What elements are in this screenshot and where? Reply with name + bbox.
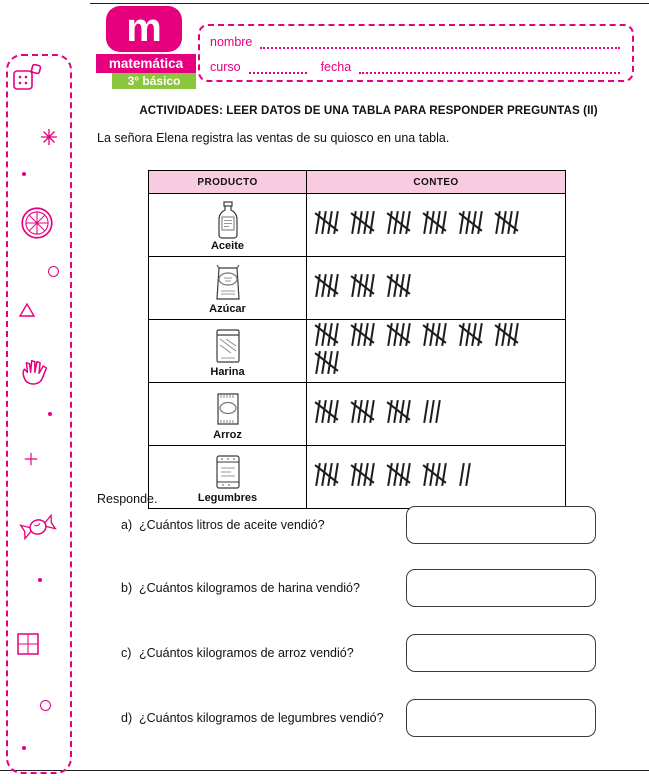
question-letter: a) (121, 518, 133, 532)
ring-doodle (48, 266, 59, 277)
respond-label: Responde. (97, 492, 158, 506)
tally-marks-harina (317, 323, 564, 379)
tally-cell (307, 446, 566, 509)
triangle-doodle-icon (18, 302, 36, 318)
logo-m-letter: m (106, 6, 182, 52)
answer-box-b[interactable] (406, 569, 596, 607)
page-top-border (90, 3, 649, 4)
tally-cell (307, 383, 566, 446)
question-row-a (95, 505, 641, 545)
dot-doodle (22, 746, 26, 750)
sparkle-doodle-icon (40, 128, 58, 146)
decorative-side-strip (6, 54, 72, 774)
answer-box-a[interactable] (406, 506, 596, 544)
product-cell (149, 257, 307, 320)
sparkle-doodle-icon (24, 452, 38, 466)
question-letter: c) (121, 646, 132, 660)
column-header-producto: PRODUCTO (149, 171, 307, 194)
question-row-b (95, 568, 641, 608)
product-label: Legumbres (197, 491, 258, 504)
aceite-product-image (151, 199, 304, 239)
brand-grade: 3° básico (112, 73, 196, 89)
arroz-product-image (151, 388, 304, 428)
question-letter: b) (121, 581, 133, 595)
column-header-conteo: CONTEO (307, 171, 566, 194)
brand-name: matemática (96, 54, 196, 73)
dot-doodle (38, 578, 42, 582)
student-info-box (198, 24, 634, 82)
table-row-harina (149, 320, 566, 383)
ring-doodle (40, 700, 51, 711)
product-cell (149, 320, 307, 383)
tally-marks-aceite (317, 211, 564, 239)
question-text: ¿Cuántos kilogramos de legumbres vendió? (139, 711, 384, 725)
table-row-azucar (149, 257, 566, 320)
brand-logo (96, 6, 196, 89)
table-row-arroz (149, 383, 566, 446)
tally-marks-azucar (317, 274, 564, 302)
product-cell (149, 194, 307, 257)
table-header-row (149, 171, 566, 194)
question-text: ¿Cuántos kilogramos de arroz vendió? (139, 646, 354, 660)
legumbres-product-image (151, 451, 304, 491)
table-row-legumbres (149, 446, 566, 509)
curso-label: curso (210, 60, 241, 74)
nombre-input-line[interactable] (260, 34, 620, 49)
fecha-label: fecha (320, 60, 352, 74)
tally-marks-arroz (317, 400, 564, 428)
question-text: ¿Cuántos kilogramos de harina vendió? (139, 581, 360, 595)
tally-table (148, 170, 566, 509)
product-label: Aceite (210, 239, 245, 252)
intro-text: La señora Elena registra las ventas de su quiosco en una tabla. (97, 131, 450, 145)
tally-cell (307, 194, 566, 257)
name-field-row (210, 34, 620, 49)
dot-doodle (48, 412, 52, 416)
curso-input-line[interactable] (249, 59, 307, 74)
product-label: Arroz (213, 428, 242, 441)
azucar-product-image (151, 262, 304, 302)
hand-doodle-icon (18, 348, 58, 386)
fecha-input-line[interactable] (359, 59, 620, 74)
product-cell (149, 383, 307, 446)
product-cell (149, 446, 307, 509)
answer-box-c[interactable] (406, 634, 596, 672)
tally-marks-legumbres (317, 463, 564, 491)
dot-doodle (22, 172, 26, 176)
harina-product-image (151, 325, 304, 365)
tally-cell (307, 320, 566, 383)
page-bottom-border (0, 770, 649, 771)
product-label: Harina (210, 365, 245, 378)
tally-cell (307, 257, 566, 320)
table-row-aceite (149, 194, 566, 257)
question-letter: d) (121, 711, 133, 725)
dice-doodle-icon (12, 64, 42, 94)
nombre-label: nombre (210, 35, 253, 49)
product-label: Azúcar (209, 302, 246, 315)
course-date-field-row (210, 59, 620, 74)
grid-square-doodle-icon (16, 632, 42, 658)
answer-box-d[interactable] (406, 699, 596, 737)
candy-doodle-icon (13, 508, 63, 546)
question-row-c (95, 633, 641, 673)
question-row-d (95, 698, 641, 738)
worksheet-title: ACTIVIDADES: LEER DATOS DE UNA TABLA PARA RESPONDER PREGUNTAS (II) (139, 104, 598, 117)
orange-slice-doodle-icon (18, 204, 56, 242)
question-text: ¿Cuántos litros de aceite vendió? (139, 518, 325, 532)
